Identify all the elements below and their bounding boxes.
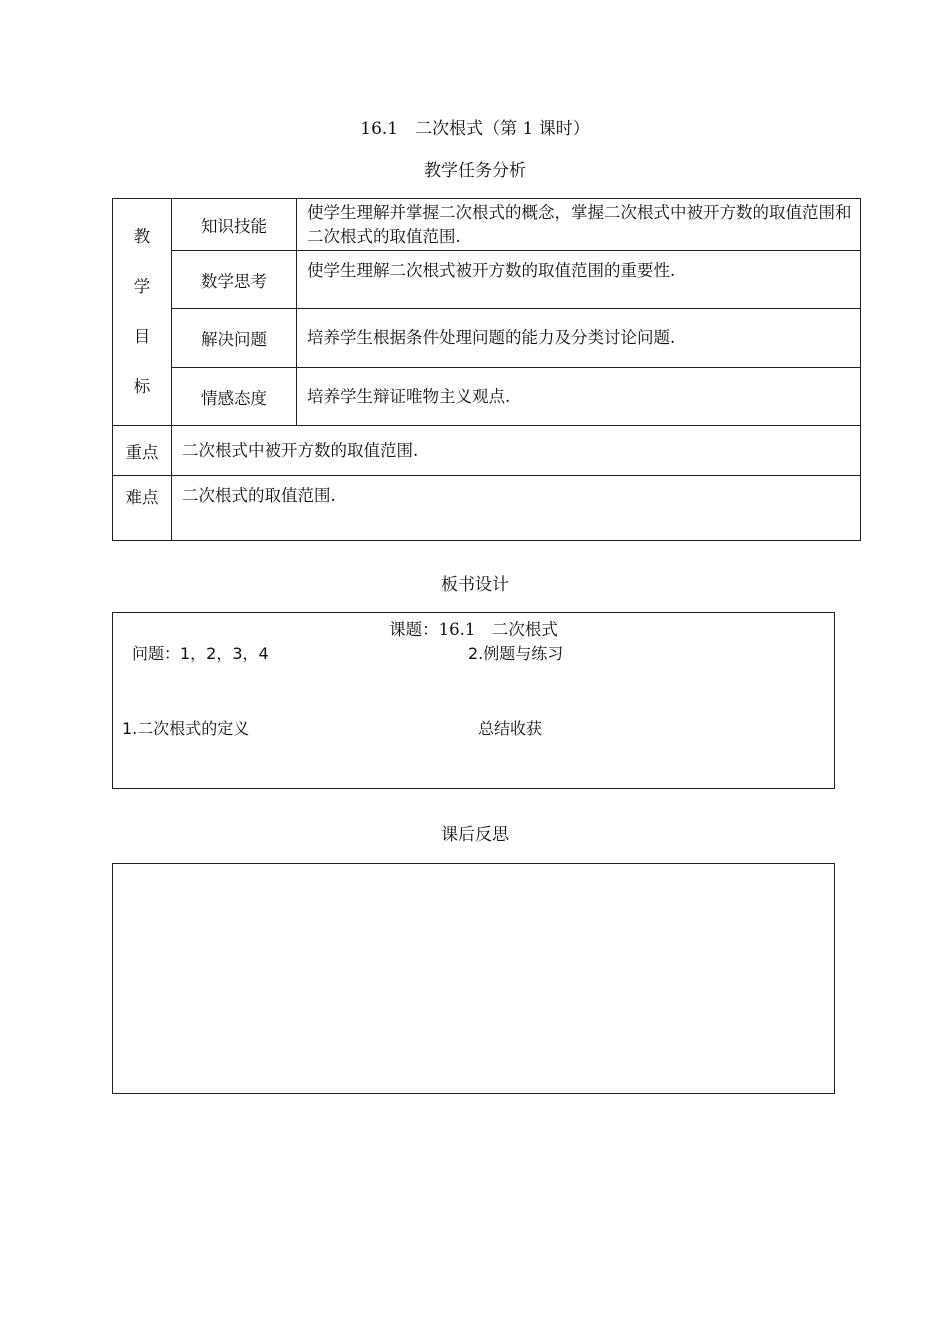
board-design-box <box>112 612 835 789</box>
category-knowledge: 知识技能 <box>172 199 297 251</box>
board-problems: 问题：1，2，3，4 <box>132 644 269 663</box>
difficulty-content: 二次根式的取值范围. <box>172 476 861 541</box>
board-examples: 2.例题与练习 <box>468 644 564 663</box>
group-char: 教 <box>133 227 151 246</box>
difficulty-label: 难点 <box>113 476 172 541</box>
category-problem-solving: 解决问题 <box>172 309 297 368</box>
key-point-label: 重点 <box>113 426 172 476</box>
section-heading-task-analysis: 教学任务分析 <box>424 161 526 181</box>
category-thinking: 数学思考 <box>172 251 297 309</box>
objectives-table <box>112 198 861 541</box>
objective-attitude: 培养学生辩证唯物主义观点. <box>297 368 861 426</box>
category-attitude: 情感态度 <box>172 368 297 426</box>
key-point-content: 二次根式中被开方数的取值范围. <box>172 426 861 476</box>
section-heading-reflection: 课后反思 <box>441 825 509 845</box>
group-char: 标 <box>133 377 151 396</box>
reflection-box <box>112 863 835 1094</box>
group-char: 学 <box>133 277 151 296</box>
objective-thinking: 使学生理解二次根式被开方数的取值范围的重要性. <box>297 251 861 309</box>
board-summary: 总结收获 <box>478 719 543 738</box>
board-definition: 1.二次根式的定义 <box>122 719 250 738</box>
group-char: 目 <box>133 327 151 346</box>
objectives-group-label <box>113 199 172 426</box>
lesson-title: 16.1 二次根式（第 1 课时） <box>360 119 590 139</box>
section-heading-board: 板书设计 <box>441 575 509 595</box>
board-topic: 课题：16.1 二次根式 <box>389 620 558 639</box>
objective-knowledge: 使学生理解并掌握二次根式的概念，掌握二次根式中被开方数的取值范围和二次根式的取值范围. <box>297 199 861 251</box>
objective-problem-solving: 培养学生根据条件处理问题的能力及分类讨论问题. <box>297 309 861 368</box>
